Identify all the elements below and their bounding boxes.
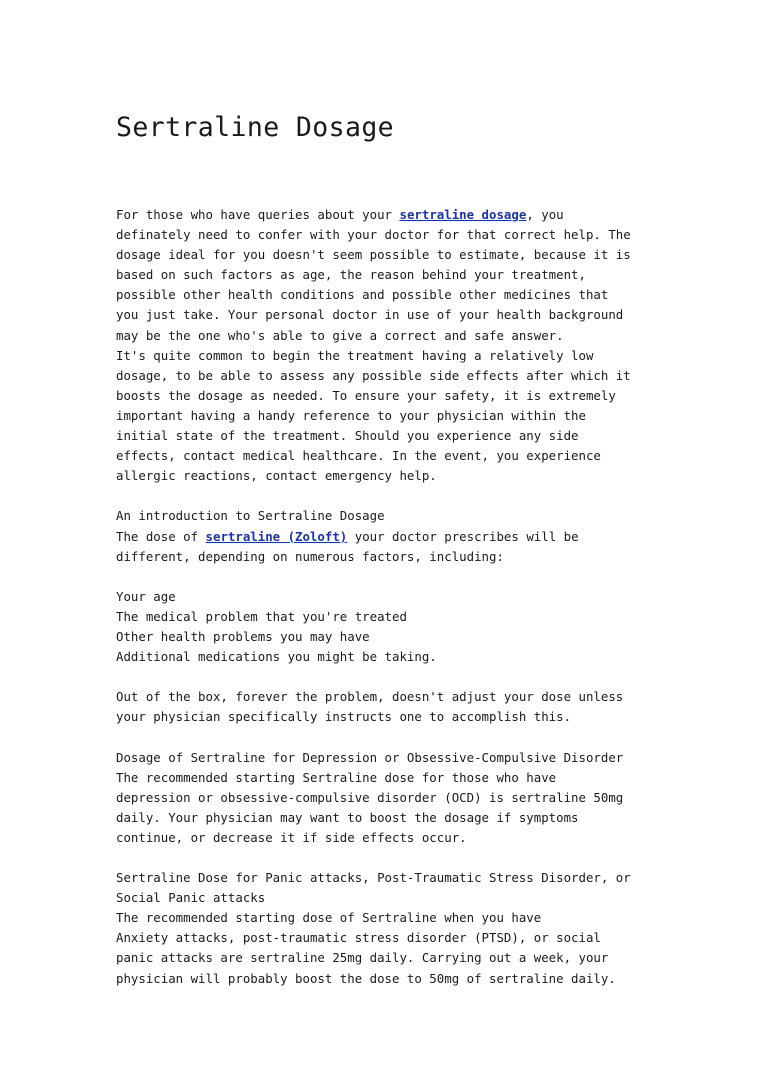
factor-item: The medical problem that you're treated (116, 608, 407, 624)
text-fragment: For those who have queries about your (116, 207, 400, 222)
paragraph-line: allergic reactions, contact emergency help. (116, 468, 437, 484)
paragraph-line: It's quite common to begin the treatment having a relatively low (116, 347, 594, 363)
paragraph-spacer (116, 727, 661, 747)
paragraph-line: definately need to confer with your doctor for that correct help. The (116, 227, 631, 243)
panic-line: Anxiety attacks, post-traumatic stress disorder (PTSD), or social (116, 930, 601, 946)
depression-heading: Dosage of Sertraline for Depression or Obsessive-Compulsive Disorder (116, 749, 624, 765)
paragraph-line: effects, contact medical healthcare. In the event, you experience (116, 448, 601, 464)
paragraph-line: may be the one who's able to give a correct and safe answer. (116, 327, 564, 343)
depression-line: The recommended starting Sertraline dose for those who have (116, 769, 557, 785)
document-body (116, 205, 661, 989)
paragraph-spacer (116, 848, 661, 868)
text-fragment: , you (526, 207, 564, 222)
factor-item: Your age (116, 588, 176, 604)
advice-line: your physician specifically instructs one to accomplish this. (116, 709, 572, 725)
factor-item: Additional medications you might be taking. (116, 649, 437, 665)
paragraph-spacer (116, 667, 661, 687)
paragraph-line: dosage, to be able to assess any possible side effects after which it (116, 367, 631, 383)
panic-line: physician will probably boost the dose to 50mg of sertraline daily. (116, 970, 616, 986)
sertraline-zoloft-link[interactable]: sertraline (Zoloft) (205, 528, 348, 544)
paragraph-line: boosts the dosage as needed. To ensure your safety, it is extremely (116, 387, 616, 403)
intro-line-2: different, depending on numerous factors, including: (116, 548, 504, 564)
depression-line: depression or obsessive-compulsive disorder (OCD) is sertraline 50mg (116, 789, 624, 805)
sertraline-dosage-link[interactable]: sertraline dosage (399, 207, 527, 222)
text-fragment: The dose of (116, 528, 206, 544)
depression-line: continue, or decrease it if side effects occur. (116, 829, 467, 845)
depression-line: daily. Your physician may want to boost the dosage if symptoms (116, 809, 579, 825)
paragraph-spacer (116, 486, 661, 506)
panic-heading: Sertraline Dose for Panic attacks, Post-Traumatic Stress Disorder, or (116, 870, 631, 886)
paragraph-line: important having a handy reference to your physician within the (116, 407, 586, 423)
panic-heading: Social Panic attacks (116, 890, 266, 906)
paragraph-line: dosage ideal for you doesn't seem possible to estimate, because it is (116, 247, 631, 263)
advice-line: Out of the box, forever the problem, doesn't adjust your dose unless (116, 689, 624, 705)
paragraph-line: initial state of the treatment. Should you experience any side (116, 428, 579, 444)
paragraph-line: based on such factors as age, the reason behind your treatment, (116, 267, 586, 283)
document-title: Sertraline Dosage (116, 112, 395, 143)
paragraph-line: possible other health conditions and possible other medicines that (116, 287, 609, 303)
panic-line: The recommended starting dose of Sertraline when you have (116, 910, 542, 926)
factor-item: Other health problems you may have (116, 628, 370, 644)
intro-heading: An introduction to Sertraline Dosage (116, 508, 385, 524)
intro-line-1 (116, 527, 661, 547)
text-fragment: your doctor prescribes will be (347, 528, 579, 544)
paragraph-1-line-1 (116, 205, 661, 225)
paragraph-line: you just take. Your personal doctor in use of your health background (116, 307, 624, 323)
paragraph-spacer (116, 567, 661, 587)
panic-line: panic attacks are sertraline 25mg daily. Carrying out a week, your (116, 950, 609, 966)
